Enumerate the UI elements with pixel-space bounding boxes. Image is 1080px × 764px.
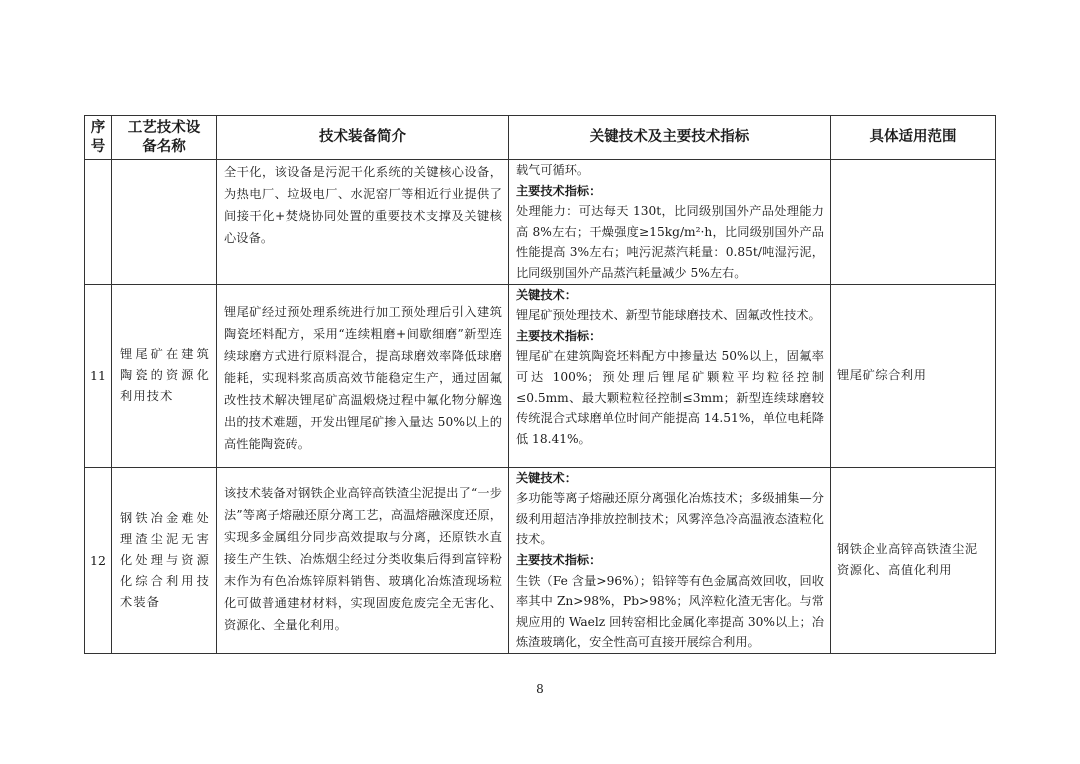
row-intro: 该技术装备对钢铁企业高锌高铁渣尘泥提出了“一步法”等离子熔融还原分离工艺，高温熔融深度还原，实现多金属组分同步高效提取与分离，还原铁水直接生产生铁、冶炼烟尘经过分类收集后得到富锌粉末作为有色冶炼锌原料销售、玻璃化冶炼渣现场粒化可做普通建材材料，实现固废危废完全无害化、资源化、全量化利用。 xyxy=(217,467,509,653)
row-tech xyxy=(509,284,831,467)
row-name xyxy=(112,160,217,285)
header-name xyxy=(112,116,217,160)
row-intro: 锂尾矿经过预处理系统进行加工预处理后引入建筑陶瓷坯料配方，采用“连续粗磨+间歇细磨”新型连续球磨方式进行原料混合，提高球磨效率降低球磨能耗，实现料浆高质高效节能稳定生产，通过固氟改性技术解决锂尾矿高温煅烧过程中氟化物分解逸出的技术难题，开发出锂尾矿掺入量达 50%以上的高性能陶瓷砖。 xyxy=(217,284,509,467)
indicator-heading: 主要技术指标： xyxy=(516,183,602,198)
key-tech-heading: 关键技术： xyxy=(516,287,577,302)
header-name-label: 工艺技术设备名称 xyxy=(127,119,201,155)
header-tech xyxy=(509,116,831,160)
header-seq-label: 序号 xyxy=(90,119,106,155)
row-scope: 锂尾矿综合利用 xyxy=(831,284,996,467)
indicator-text: 生铁（Fe 含量>96%）；铅锌等有色金属高效回收，回收率其中 Zn>98%，Pb>98%；风淬粒化渣无害化。与常规应用的 Waelz 回转窑相比金属化率提高 30%以上；冶炼渣玻璃化，安全性高可直接开展综合利用。 xyxy=(516,573,824,650)
table-row xyxy=(85,467,996,653)
header-tech-label: 关键技术及主要技术指标 xyxy=(589,129,750,145)
row-tech xyxy=(509,467,831,653)
indicator-text: 锂尾矿在建筑陶瓷坯料配方中掺量达 50%以上，固氟率可达 100%；预处理后锂尾矿颗粒平均粒径控制≤0.5mm、最大颗粒粒径控制≤3mm；新型连续球磨较传统混合式球磨单位时间产能提高 14.51%，单位电耗降低 18.41%。 xyxy=(516,349,824,446)
row-tech xyxy=(509,160,831,285)
tech-continued-text: 载气可循环。 xyxy=(516,163,590,177)
process-equipment-table xyxy=(84,115,996,654)
page-number: 8 xyxy=(536,682,544,696)
row-name: 钢铁冶金难处理渣尘泥无害化处理与资源化综合利用技术装备 xyxy=(112,467,217,653)
indicator-heading: 主要技术指标： xyxy=(516,328,602,343)
row-seq xyxy=(85,160,112,285)
table-row xyxy=(85,160,996,285)
table-header-row xyxy=(85,116,996,160)
indicator-heading: 主要技术指标： xyxy=(516,552,602,567)
row-seq: 11 xyxy=(85,284,112,467)
row-scope xyxy=(831,160,996,285)
indicator-text: 处理能力：可达每天 130t，比同级别国外产品处理能力高 8%左右；干燥强度≥15kg/m²·h，比同级别国外产品性能提高 3%左右；吨污泥蒸汽耗量：0.85t/吨湿污泥，比同级别国外产品蒸汽耗量减少 5%左右。 xyxy=(516,204,824,280)
row-seq: 12 xyxy=(85,467,112,653)
header-intro-label: 技术装备简介 xyxy=(319,129,406,145)
header-seq xyxy=(85,116,112,160)
table-row xyxy=(85,284,996,467)
header-intro xyxy=(217,116,509,160)
header-scope-label: 具体适用范围 xyxy=(869,129,957,145)
key-tech-heading: 关键技术： xyxy=(516,470,577,485)
row-name: 锂尾矿在建筑陶瓷的资源化利用技术 xyxy=(112,284,217,467)
key-tech-text: 锂尾矿预处理技术、新型节能球磨技术、固氟改性技术。 xyxy=(516,308,821,323)
row-intro: 全干化，该设备是污泥干化系统的关键核心设备，为热电厂、垃圾电厂、水泥窑厂等相近行业提供了间接干化+焚烧协同处置的重要技术支撑及关键核心设备。 xyxy=(217,160,509,285)
header-scope xyxy=(831,116,996,160)
row-scope: 钢铁企业高锌高铁渣尘泥资源化、高值化利用 xyxy=(831,467,996,653)
key-tech-text: 多功能等离子熔融还原分离强化冶炼技术；多级捕集—分级利用超洁净排放控制技术；风雾淬急冷高温液态渣粒化技术。 xyxy=(516,491,824,547)
